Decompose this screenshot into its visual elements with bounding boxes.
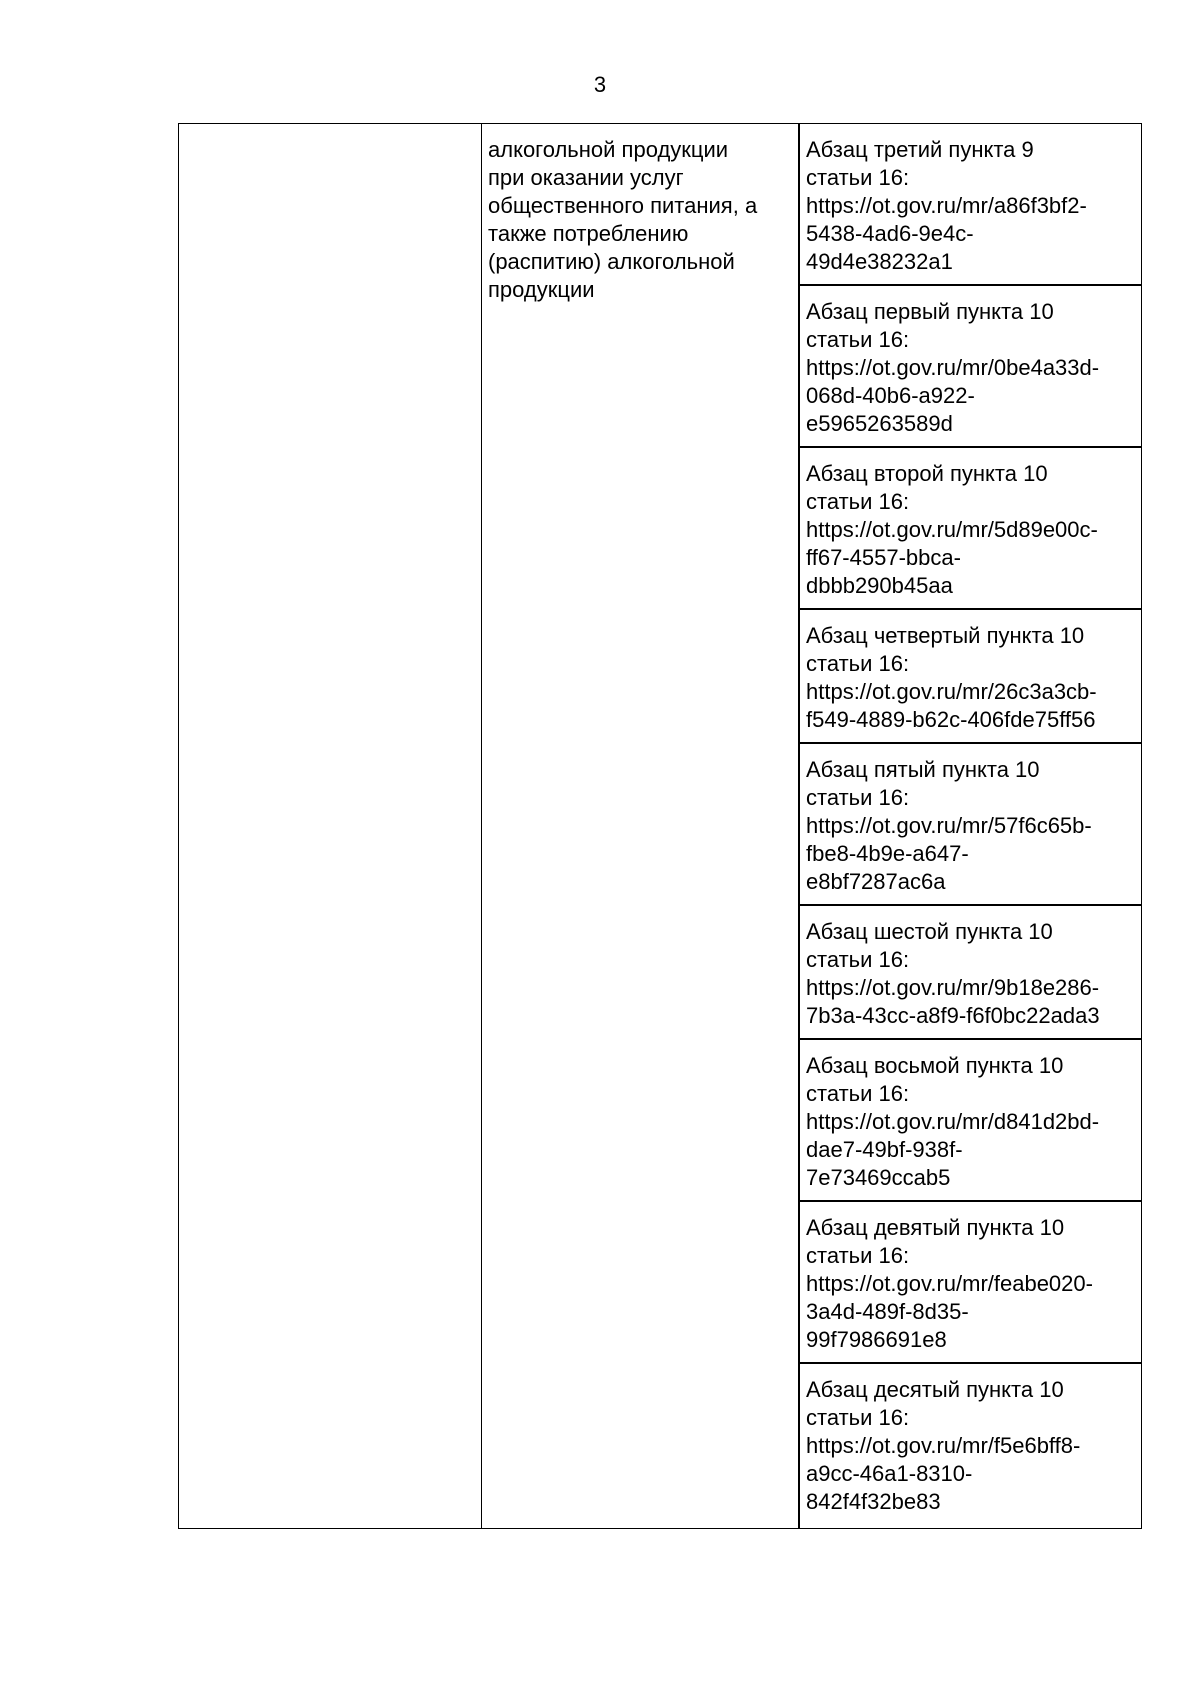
reference-article: статьи 16: xyxy=(806,489,910,514)
reference-link[interactable]: 7e73469ccab5 xyxy=(806,1165,951,1190)
description-line: алкогольной продукции xyxy=(488,137,729,162)
reference-link[interactable]: 99f7986691e8 xyxy=(806,1327,947,1352)
reference-article: статьи 16: xyxy=(806,785,910,810)
reference-cell xyxy=(800,906,1141,1040)
reference-link[interactable]: https://ot.gov.ru/mr/5d89e00c- xyxy=(806,517,1098,542)
reference-title: Абзац четвертый пункта 10 xyxy=(806,623,1085,648)
reference-cell xyxy=(800,744,1141,906)
reference-link[interactable]: e8bf7287ac6a xyxy=(806,869,946,894)
reference-link[interactable]: ff67-4557-bbca- xyxy=(806,545,961,570)
reference-link[interactable]: a9cc-46a1-8310- xyxy=(806,1461,973,1486)
reference-title: Абзац первый пункта 10 xyxy=(806,299,1054,324)
reference-cell xyxy=(800,1364,1141,1528)
reference-article: статьи 16: xyxy=(806,1081,910,1106)
reference-title: Абзац девятый пункта 10 xyxy=(806,1215,1065,1240)
reference-title: Абзац десятый пункта 10 xyxy=(806,1377,1064,1402)
legal-reference-table xyxy=(178,123,1142,1529)
reference-cell xyxy=(800,610,1141,744)
reference-link[interactable]: f549-4889-b62c-406fde75ff56 xyxy=(806,707,1096,732)
reference-link[interactable]: 068d-40b6-a922- xyxy=(806,383,975,408)
reference-title: Абзац шестой пункта 10 xyxy=(806,919,1053,944)
reference-link[interactable]: 5438-4ad6-9e4c- xyxy=(806,221,974,246)
reference-link[interactable]: dae7-49bf-938f- xyxy=(806,1137,963,1162)
reference-article: статьи 16: xyxy=(806,1405,910,1430)
description-line: при оказании услуг xyxy=(488,165,684,190)
reference-link[interactable]: https://ot.gov.ru/mr/57f6c65b- xyxy=(806,813,1092,838)
reference-link[interactable]: 3a4d-489f-8d35- xyxy=(806,1299,969,1324)
reference-link[interactable]: https://ot.gov.ru/mr/f5e6bff8- xyxy=(806,1433,1081,1458)
page-number: 3 xyxy=(593,72,607,97)
reference-article: статьи 16: xyxy=(806,327,910,352)
reference-title: Абзац пятый пункта 10 xyxy=(806,757,1040,782)
reference-link[interactable]: https://ot.gov.ru/mr/feabe020- xyxy=(806,1271,1093,1296)
reference-link[interactable]: 842f4f32be83 xyxy=(806,1489,941,1514)
reference-title: Абзац третий пункта 9 xyxy=(806,137,1034,162)
reference-title: Абзац второй пункта 10 xyxy=(806,461,1048,486)
reference-link[interactable]: https://ot.gov.ru/mr/a86f3bf2- xyxy=(806,193,1087,218)
reference-article: статьи 16: xyxy=(806,1243,910,1268)
reference-cell xyxy=(800,1202,1141,1364)
reference-link[interactable]: https://ot.gov.ru/mr/d841d2bd- xyxy=(806,1109,1100,1134)
reference-link[interactable]: 7b3a-43cc-a8f9-f6f0bc22ada3 xyxy=(806,1003,1100,1028)
reference-article: статьи 16: xyxy=(806,651,910,676)
reference-link[interactable]: dbbb290b45aa xyxy=(806,573,953,598)
reference-link[interactable]: https://ot.gov.ru/mr/9b18e286- xyxy=(806,975,1100,1000)
description-line: общественного питания, а xyxy=(488,193,758,218)
reference-link[interactable]: fbe8-4b9e-a647- xyxy=(806,841,969,866)
reference-cell xyxy=(800,286,1141,448)
reference-cell xyxy=(800,448,1141,610)
reference-link[interactable]: e5965263589d xyxy=(806,411,953,436)
reference-cell xyxy=(800,124,1141,286)
reference-link[interactable]: https://ot.gov.ru/mr/26c3a3cb- xyxy=(806,679,1097,704)
reference-article: статьи 16: xyxy=(806,947,910,972)
reference-title: Абзац восьмой пункта 10 xyxy=(806,1053,1064,1078)
table-cell-empty xyxy=(179,124,482,1528)
reference-link[interactable]: https://ot.gov.ru/mr/0be4a33d- xyxy=(806,355,1100,380)
description-line: (распитию) алкогольной xyxy=(488,249,735,274)
reference-cell xyxy=(800,1040,1141,1202)
description-line: продукции xyxy=(488,277,595,302)
reference-article: статьи 16: xyxy=(806,165,910,190)
references-column xyxy=(800,124,1141,1528)
requirement-description-cell xyxy=(482,124,800,1528)
reference-link[interactable]: 49d4e38232a1 xyxy=(806,249,953,274)
description-line: также потреблению xyxy=(488,221,689,246)
